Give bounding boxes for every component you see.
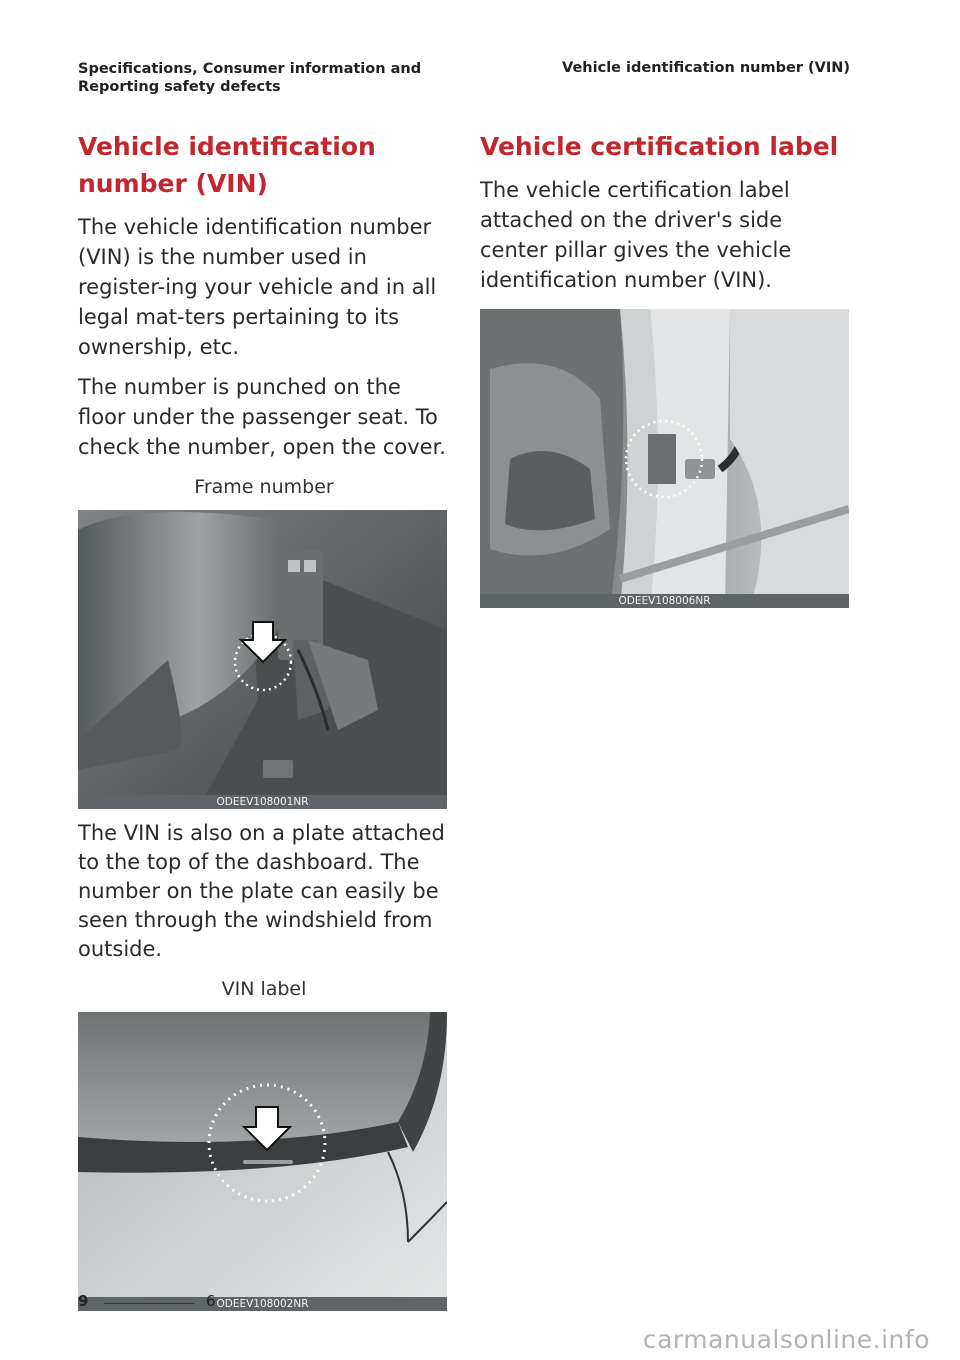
figure-code: ODEEV108006NR — [480, 594, 849, 608]
certification-paragraph: The vehicle certification label attached on the driver's side center pillar gives the vehicle identification number (VIN). — [480, 178, 792, 292]
chapter-number: 9 — [78, 1292, 89, 1310]
vin-location-paragraph: The number is punched on the floor under the passenger seat. To check the number, open the cover. — [78, 375, 446, 459]
vin-heading: Vehicle identification number (VIN) — [78, 132, 376, 198]
frame-number-figure — [78, 510, 447, 809]
right-column — [480, 128, 852, 608]
footer-divider — [104, 1303, 194, 1304]
figure-code: ODEEV108001NR — [78, 795, 447, 809]
figure-code: ODEEV108002NR — [78, 1297, 447, 1311]
windshield-illustration — [78, 1012, 447, 1311]
frame-number-caption: Frame number — [194, 476, 334, 498]
certification-label-figure — [480, 309, 849, 608]
vin-label-caption: VIN label — [221, 978, 307, 1000]
left-column — [78, 128, 450, 1311]
watermark-link[interactable]: carmanualsonline.info — [642, 1325, 930, 1354]
door-pillar-illustration — [480, 309, 849, 608]
header-topic-title: Vehicle identification number (VIN) — [562, 60, 850, 76]
vin-label-figure — [78, 1012, 447, 1311]
header-section-title: Specifications, Consumer information and Reporting safety defects — [78, 61, 422, 95]
page-number: 6 — [206, 1292, 216, 1310]
certification-heading: Vehicle certification label — [480, 132, 839, 161]
seat-floor-illustration — [78, 510, 447, 809]
vin-intro-paragraph: The vehicle identification number (VIN) is the number used in register-ing your vehicle and in all legal mat-ters pertaining to its ownership, etc. — [78, 215, 437, 359]
vin-plate-paragraph: The VIN is also on a plate attached to the top of the dashboard. The number on the plate can easily be seen through the windshield from outside. — [78, 821, 445, 961]
page-footer — [78, 1292, 218, 1312]
